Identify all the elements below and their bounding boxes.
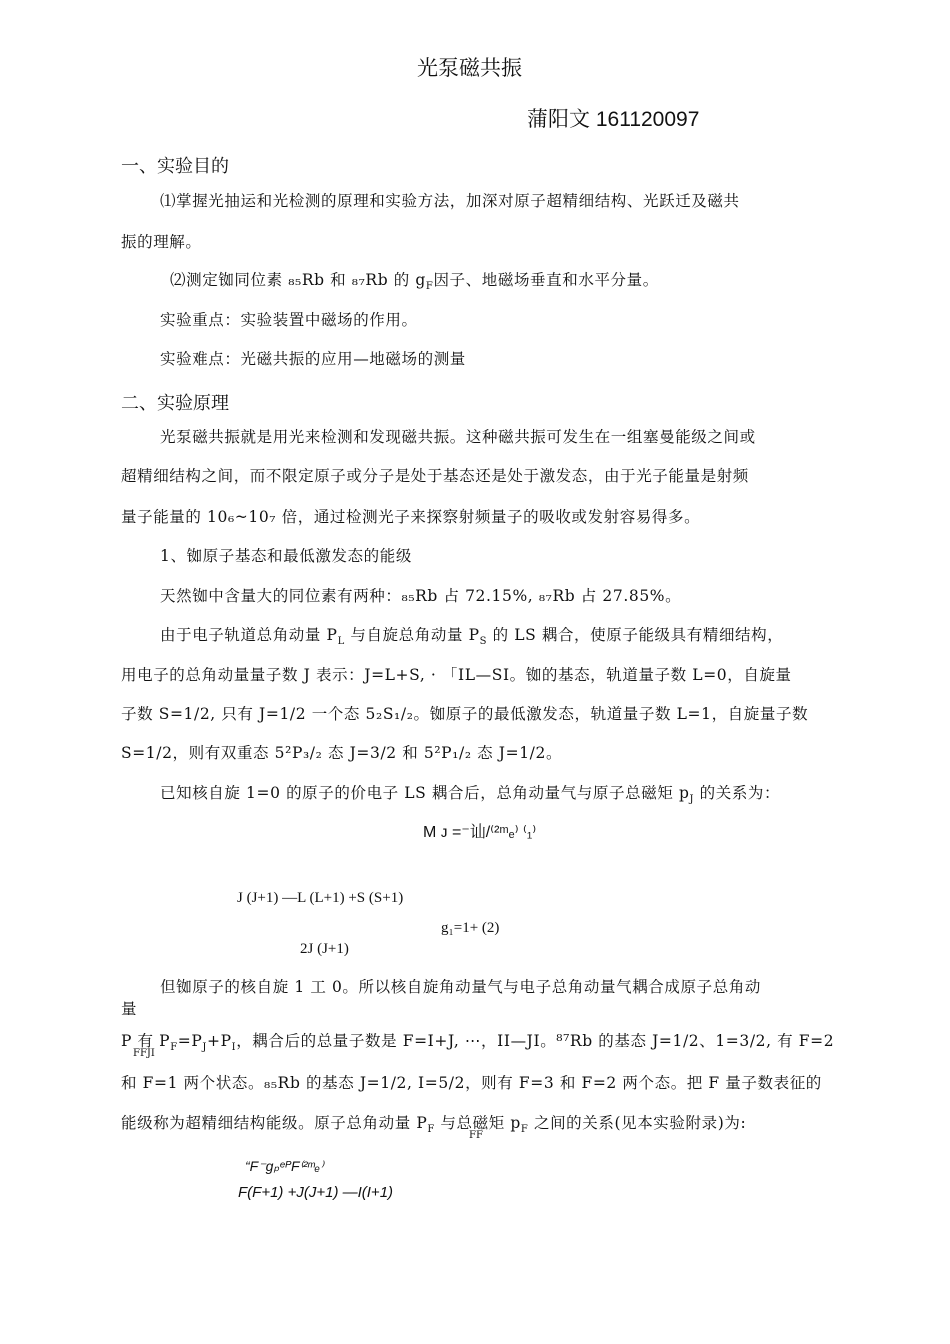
paragraph (160, 623, 783, 647)
equation-2-lhs: g₁=1+ (2) (441, 920, 500, 936)
text: 由于电子轨道总角动量 P (160, 626, 338, 644)
paragraph-key-point: 实验重点：实验装置中磁场的作用。 (160, 311, 418, 329)
paragraph: 天然铷中含量大的同位素有两种：₈₅Rb 占 72.15%, ₈₇Rb 占 27.85%。 (160, 587, 682, 605)
text: 已知核自旋 1=0 的原子的价电子 LS 耦合后，总角动量气与原子总磁矩 p (160, 784, 690, 802)
equation-2-denominator: 2J (J+1) (300, 941, 349, 957)
text: 能级称为超精细结构能级。原子总角动量 P (121, 1114, 428, 1132)
subscript: J (689, 794, 695, 806)
text: P 有 P (121, 1032, 171, 1050)
paragraph: 用电子的总角动量量子数 J 表示：J=L+S, · 「IL—SI。铷的基态，轨道量子数 L=0，自旋量 (121, 666, 792, 684)
subscript: F (520, 1124, 529, 1136)
paragraph: 超精细结构之间，而不限定原子或分子是处于基态还是处于激发态，由于光子能量是射频 (121, 467, 749, 485)
paragraph: 子数 S=1/2, 只有 J=1/2 一个态 5₂S₁/₂。铷原子的最低激发态，轨道量子数 L=1，自旋量子数 (121, 705, 809, 723)
text: ⑵测定铷同位素 ₈₅Rb 和 ₈₇Rb 的 g (170, 271, 426, 289)
paragraph: 但铷原子的核自旋 1 工 0。所以核自旋角动量气与电子总角动量气耦合成原子总角动 (160, 978, 762, 996)
paragraph: 光泵磁共振就是用光来检测和发现磁共振。这种磁共振可发生在一组塞曼能级之间或 (160, 428, 756, 446)
subheading: 1、铷原子基态和最低激发态的能级 (160, 547, 412, 565)
paragraph: 和 F=1 两个状态。₈₅Rb 的基态 J=1/2, I=5/2，则有 F=3 和 F=2 两个态。把 F 量子数表征的 (121, 1074, 822, 1092)
text: 之间的关系(见本实验附录)为: (528, 1114, 747, 1132)
subscript: S (479, 636, 488, 648)
paragraph: 量子能量的 10₆~10₇ 倍，通过检测光子来探察射频量子的吸收或发射容易得多。 (121, 508, 701, 526)
subscript: I (231, 1042, 237, 1054)
document-title: 光泵磁共振 (417, 56, 522, 80)
section-heading-principle: 二、实验原理 (121, 393, 229, 414)
text: ，耦合后的总量子数是 F=I+J, ⋯，II—JI。⁸⁷Rb 的基态 J=1/2、1=3/2, 有 F=2 (236, 1032, 835, 1050)
text: 因子、地磁场垂直和水平分量。 (433, 271, 659, 289)
equation-4: F(F+1) +J(J+1) —I(I+1) (238, 1184, 394, 1201)
text: 的关系为： (694, 784, 781, 802)
paragraph: 量 (121, 1000, 138, 1018)
author-line: 蒲阳文 161120097 (527, 108, 700, 131)
subscript: L (337, 636, 345, 648)
section-heading-objectives: 一、实验目的 (121, 156, 229, 177)
text: =P (177, 1032, 203, 1050)
subscript: F (425, 281, 434, 293)
subscript-line: FF (469, 1130, 483, 1141)
equation-3: “F⁻gₚᵉᴾF⁽²ᵐₑ⁾ (245, 1158, 324, 1174)
paragraph (160, 781, 780, 805)
paragraph (121, 1111, 746, 1135)
subscript-line: FFJI (133, 1048, 155, 1059)
subscript: J (202, 1042, 207, 1054)
text: 与自旋总角动量 P (344, 626, 480, 644)
paragraph: S=1/2，则有双重态 5²P₃/₂ 态 J=3/2 和 5²P₁/₂ 态 J=1/2。 (121, 744, 563, 762)
paragraph: 振的理解。 (121, 233, 202, 251)
paragraph: ⑴掌握光抽运和光检测的原理和实验方法，加深对原子超精细结构、光跃迁及磁共 (160, 192, 740, 210)
paragraph-difficulty: 实验难点：光磁共振的应用—地磁场的测量 (160, 350, 466, 368)
equation-1: M ᴊ =⁻讪/⁽²ᵐₑ⁾ ⁽₁⁾ (423, 824, 537, 841)
text: +P (207, 1032, 232, 1050)
equation-2-numerator: J (J+1) —L (L+1) +S (S+1) (237, 890, 404, 906)
text: 与总磁矩 p (434, 1114, 521, 1132)
paragraph (121, 1029, 834, 1053)
text: 的 LS 耦合，使原子能级具有精细结构， (487, 626, 784, 644)
subscript: F (427, 1124, 435, 1136)
paragraph (170, 268, 659, 292)
subscript: F (170, 1042, 178, 1054)
